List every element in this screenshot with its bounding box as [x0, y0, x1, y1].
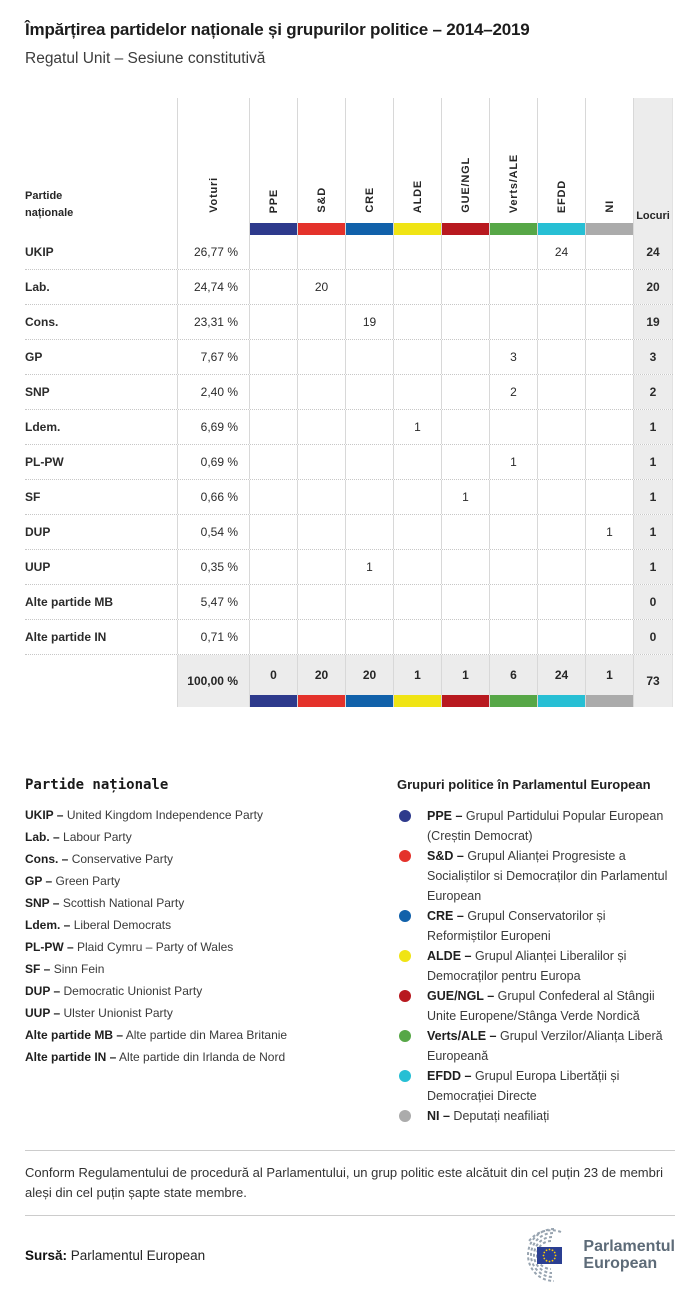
group-color-bar [586, 223, 633, 235]
group-color-dot [399, 810, 411, 822]
group-cell-verts [489, 550, 537, 584]
legend-national-parties [25, 777, 365, 1126]
group-cell-ni [585, 410, 633, 444]
legend-party-item: UKIP – United Kingdom Independence Party [25, 808, 263, 822]
legend-group-item: ALDE – Grupul Alianței Liberalilor și Democraților pentru Europa [397, 946, 675, 986]
group-cell-ppe [249, 585, 297, 619]
group-cell-cre [345, 340, 393, 374]
group-color-bar [346, 695, 393, 707]
header-group-column: S&D [297, 98, 345, 235]
ep-logo [509, 1228, 675, 1282]
votes-cell: 24,74 % [177, 270, 249, 304]
group-cell-alde [393, 305, 441, 339]
table-row [25, 550, 673, 585]
group-cell-ni [585, 375, 633, 409]
total-cell-ni: 1 [585, 655, 633, 707]
group-color-bar [250, 223, 297, 235]
group-cell-cre [345, 445, 393, 479]
table-row [25, 620, 673, 655]
legend-party-item: Alte partide MB – Alte partide din Marea Britanie [25, 1028, 288, 1042]
seats-cell: 1 [633, 515, 673, 549]
total-cell-cre: 20 [345, 655, 393, 707]
group-cell-ppe [249, 305, 297, 339]
group-cell-ni [585, 270, 633, 304]
group-cell-cre [345, 235, 393, 269]
group-cell-gue [441, 270, 489, 304]
group-cell-gue [441, 235, 489, 269]
legend-party-item: GP – Green Party [25, 874, 121, 888]
header-group-column: NI [585, 98, 633, 235]
group-cell-ppe [249, 270, 297, 304]
total-votes-cell: 100,00 % [177, 655, 249, 707]
legend-party-item: DUP – Democratic Unionist Party [25, 984, 203, 998]
seats-cell: 0 [633, 620, 673, 654]
party-cell: UKIP [25, 245, 54, 259]
group-cell-verts [489, 270, 537, 304]
group-cell-verts [489, 480, 537, 514]
seats-cell: 3 [633, 340, 673, 374]
group-cell-gue: 1 [441, 480, 489, 514]
group-color-dot [399, 1110, 411, 1122]
group-cell-alde [393, 620, 441, 654]
party-cell: UUP [25, 560, 51, 574]
group-cell-sd [297, 515, 345, 549]
party-cell: SNP [25, 385, 50, 399]
seats-table [25, 98, 673, 707]
group-cell-efdd [537, 375, 585, 409]
total-seats-cell: 73 [633, 655, 673, 707]
group-cell-sd [297, 585, 345, 619]
group-cell-verts [489, 620, 537, 654]
legend-group-item: CRE – Grupul Conservatorilor și Reformiștilor Europeni [397, 906, 675, 946]
group-cell-verts [489, 235, 537, 269]
ep-hemicycle-icon [509, 1228, 573, 1282]
legend-party-item: SF – Sinn Fein [25, 962, 105, 976]
total-cell-verts: 6 [489, 655, 537, 707]
total-party-cell [25, 655, 177, 707]
votes-cell: 7,67 % [177, 340, 249, 374]
total-cell-sd: 20 [297, 655, 345, 707]
seats-cell: 19 [633, 305, 673, 339]
group-cell-sd [297, 375, 345, 409]
group-color-dot [399, 1030, 411, 1042]
group-cell-efdd [537, 340, 585, 374]
group-cell-gue [441, 550, 489, 584]
group-color-bar [490, 695, 537, 707]
header-seats-column: Locuri [633, 98, 673, 235]
table-row [25, 375, 673, 410]
group-cell-ni [585, 340, 633, 374]
group-cell-ppe [249, 445, 297, 479]
group-cell-ni [585, 585, 633, 619]
group-cell-cre [345, 480, 393, 514]
table-row [25, 585, 673, 620]
group-cell-ppe [249, 550, 297, 584]
group-cell-verts [489, 410, 537, 444]
group-cell-gue [441, 305, 489, 339]
group-cell-alde [393, 585, 441, 619]
seats-cell: 24 [633, 235, 673, 269]
group-cell-ppe [249, 340, 297, 374]
header-party-column: Partide naționale [25, 190, 74, 219]
votes-cell: 5,47 % [177, 585, 249, 619]
header-group-column: CRE [345, 98, 393, 235]
group-cell-efdd: 24 [537, 235, 585, 269]
votes-cell: 0,35 % [177, 550, 249, 584]
group-cell-ni [585, 620, 633, 654]
header-group-column: GUE/NGL [441, 98, 489, 235]
votes-cell: 0,66 % [177, 480, 249, 514]
legend-party-item: SNP – Scottish National Party [25, 896, 185, 910]
table-total-row [25, 655, 673, 707]
group-cell-sd [297, 340, 345, 374]
group-cell-ni [585, 445, 633, 479]
party-cell: Ldem. [25, 420, 61, 434]
party-cell: DUP [25, 525, 51, 539]
group-color-bar [250, 695, 297, 707]
legend-group-item: S&D – Grupul Alianței Progresiste a Socialiștilor si Democraților din Parlamentul European [397, 846, 675, 906]
votes-cell: 0,71 % [177, 620, 249, 654]
group-cell-gue [441, 515, 489, 549]
group-cell-verts [489, 515, 537, 549]
seats-cell: 1 [633, 480, 673, 514]
seats-cell: 20 [633, 270, 673, 304]
group-cell-cre [345, 515, 393, 549]
group-cell-sd [297, 235, 345, 269]
party-cell: PL-PW [25, 455, 64, 469]
group-cell-cre [345, 585, 393, 619]
page-subtitle: Regatul Unit – Sesiune constitutivă [25, 50, 266, 67]
group-cell-alde [393, 550, 441, 584]
group-color-bar [394, 223, 441, 235]
group-color-bar [346, 223, 393, 235]
legend-group-item: GUE/NGL – Grupul Confederal al Stângii Unite Europene/Stânga Verde Nordică [397, 986, 675, 1026]
group-cell-sd [297, 445, 345, 479]
group-color-bar [298, 223, 345, 235]
table-row [25, 340, 673, 375]
legend-political-groups [397, 777, 675, 1126]
group-cell-alde [393, 515, 441, 549]
party-cell: Cons. [25, 315, 59, 329]
divider [25, 1150, 675, 1151]
legend-party-item: Lab. – Labour Party [25, 830, 132, 844]
header-group-column: PPE [249, 98, 297, 235]
group-cell-alde [393, 445, 441, 479]
votes-cell: 0,54 % [177, 515, 249, 549]
legend-group-item: PPE – Grupul Partidului Popular European (Creștin Democrat) [397, 806, 675, 846]
party-cell: Lab. [25, 280, 50, 294]
group-cell-efdd [537, 515, 585, 549]
group-cell-gue [441, 585, 489, 619]
group-cell-gue [441, 340, 489, 374]
group-cell-verts: 2 [489, 375, 537, 409]
table-row [25, 235, 673, 270]
group-color-dot [399, 950, 411, 962]
table-row [25, 270, 673, 305]
table-row [25, 305, 673, 340]
group-cell-sd: 20 [297, 270, 345, 304]
group-cell-cre [345, 375, 393, 409]
group-cell-cre: 19 [345, 305, 393, 339]
table-row [25, 445, 673, 480]
group-cell-ppe [249, 620, 297, 654]
group-color-bar [538, 695, 585, 707]
group-cell-sd [297, 305, 345, 339]
group-color-bar [298, 695, 345, 707]
group-cell-alde: 1 [393, 410, 441, 444]
seats-cell: 0 [633, 585, 673, 619]
party-cell: GP [25, 350, 43, 364]
group-cell-efdd [537, 445, 585, 479]
group-cell-efdd [537, 480, 585, 514]
legend-groups-title: Grupuri politice în Parlamentul European [397, 777, 651, 792]
group-cell-ppe [249, 375, 297, 409]
total-cell-gue: 1 [441, 655, 489, 707]
party-cell: SF [25, 490, 41, 504]
legend-section [25, 777, 675, 1126]
group-cell-verts [489, 305, 537, 339]
group-cell-efdd [537, 270, 585, 304]
total-cell-alde: 1 [393, 655, 441, 707]
legend-parties-title: Partide naționale [25, 777, 169, 793]
legend-group-item: EFDD – Grupul Europa Libertății și Democrației Directe [397, 1066, 675, 1106]
party-cell: Alte partide MB [25, 595, 114, 609]
header-group-column: ALDE [393, 98, 441, 235]
footer-note: Conform Regulamentului de procedură al Parlamentului, un grup politic este alcătuit din cel puțin 23 de membri aleși din cel puțin șapte state membre. [25, 1165, 664, 1200]
group-cell-sd [297, 480, 345, 514]
group-cell-alde [393, 340, 441, 374]
group-color-dot [399, 850, 411, 862]
seats-cell: 2 [633, 375, 673, 409]
table-row [25, 515, 673, 550]
group-cell-cre [345, 270, 393, 304]
group-cell-efdd [537, 620, 585, 654]
group-cell-cre [345, 620, 393, 654]
group-cell-gue [441, 410, 489, 444]
group-cell-ppe [249, 515, 297, 549]
group-cell-efdd [537, 585, 585, 619]
group-cell-ni [585, 305, 633, 339]
group-cell-verts: 1 [489, 445, 537, 479]
group-cell-alde [393, 480, 441, 514]
group-cell-alde [393, 235, 441, 269]
party-cell: Alte partide IN [25, 630, 107, 644]
group-cell-cre [345, 410, 393, 444]
group-cell-sd [297, 410, 345, 444]
votes-cell: 6,69 % [177, 410, 249, 444]
source-line: Sursă: Parlamentul European [25, 1247, 206, 1263]
table-row [25, 480, 673, 515]
group-cell-ni [585, 550, 633, 584]
group-cell-sd [297, 620, 345, 654]
group-cell-ni [585, 235, 633, 269]
group-cell-alde [393, 270, 441, 304]
group-cell-ppe [249, 235, 297, 269]
footer-bottom [25, 1216, 675, 1298]
group-cell-ppe [249, 480, 297, 514]
group-color-dot [399, 910, 411, 922]
group-color-dot [399, 990, 411, 1002]
group-color-bar [586, 695, 633, 707]
group-cell-efdd [537, 410, 585, 444]
seats-cell: 1 [633, 410, 673, 444]
header-group-column: Verts/ALE [489, 98, 537, 235]
group-color-bar [394, 695, 441, 707]
table-row [25, 410, 673, 445]
group-cell-sd [297, 550, 345, 584]
votes-cell: 2,40 % [177, 375, 249, 409]
votes-cell: 26,77 % [177, 235, 249, 269]
header-group-column: EFDD [537, 98, 585, 235]
group-cell-ni: 1 [585, 515, 633, 549]
legend-party-item: Cons. – Conservative Party [25, 852, 174, 866]
total-cell-ppe: 0 [249, 655, 297, 707]
page-title: Împărțirea partidelor naționale și grupurilor politice – 2014–2019 [25, 20, 530, 39]
header-votes-column: Voturi [177, 98, 249, 235]
group-cell-gue [441, 620, 489, 654]
group-cell-alde [393, 375, 441, 409]
table-header-row [25, 98, 673, 235]
legend-party-item: PL-PW – Plaid Cymru – Party of Wales [25, 940, 234, 954]
group-cell-ppe [249, 410, 297, 444]
group-color-bar [442, 223, 489, 235]
seats-cell: 1 [633, 445, 673, 479]
group-cell-cre: 1 [345, 550, 393, 584]
group-cell-ni [585, 480, 633, 514]
ep-logo-text: Parlamentul European [583, 1238, 675, 1272]
votes-cell: 0,69 % [177, 445, 249, 479]
legend-group-item: Verts/ALE – Grupul Verzilor/Alianța Liberă Europeană [397, 1026, 675, 1066]
group-color-bar [538, 223, 585, 235]
votes-cell: 23,31 % [177, 305, 249, 339]
legend-group-item: NI – Deputați neafiliați [397, 1106, 675, 1126]
group-color-bar [490, 223, 537, 235]
legend-party-item: UUP – Ulster Unionist Party [25, 1006, 173, 1020]
group-color-bar [442, 695, 489, 707]
total-cell-efdd: 24 [537, 655, 585, 707]
group-cell-efdd [537, 305, 585, 339]
legend-party-item: Ldem. – Liberal Democrats [25, 918, 172, 932]
group-cell-efdd [537, 550, 585, 584]
group-cell-gue [441, 375, 489, 409]
seats-cell: 1 [633, 550, 673, 584]
group-cell-gue [441, 445, 489, 479]
legend-party-item: Alte partide IN – Alte partide din Irlanda de Nord [25, 1050, 286, 1064]
group-cell-verts [489, 585, 537, 619]
group-cell-verts: 3 [489, 340, 537, 374]
group-color-dot [399, 1070, 411, 1082]
